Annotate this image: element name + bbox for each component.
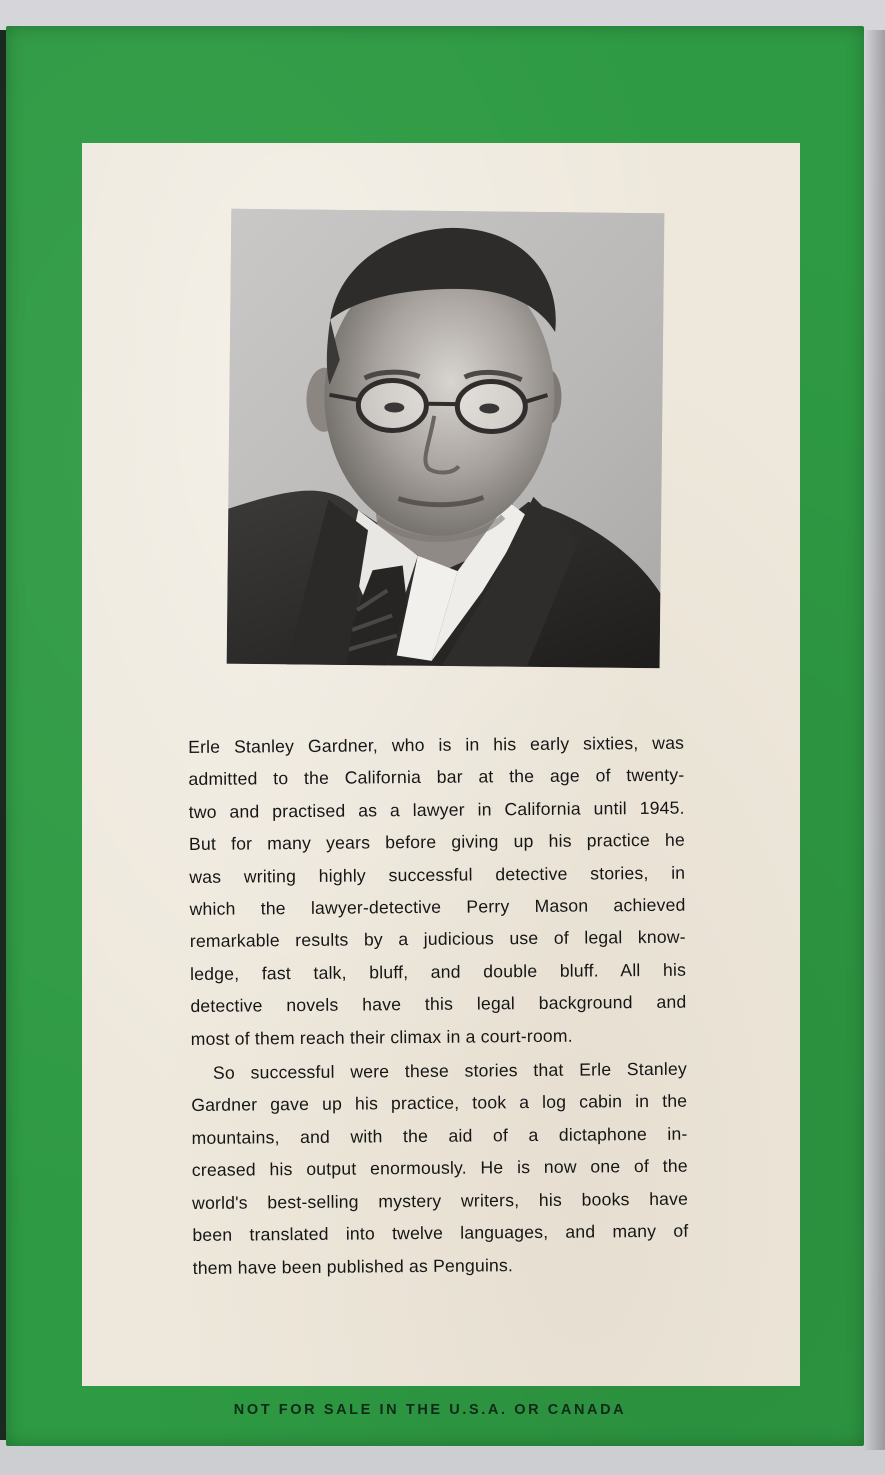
bio-line: But for many years before giving up his practice he [188,829,686,855]
bio-paragraph-2 [191,1053,689,1284]
bio-line: remarkable results by a judicious use of legal know- [189,927,686,952]
bio-line: ledge, fast talk, bluff, and double bluff. All his [190,959,687,984]
bio-line: which the lawyer-detective Perry Mason achieved [189,894,686,920]
bio-line: Erle Stanley Gardner, who is in his early sixties, was [188,732,685,757]
author-portrait-photo [227,209,665,669]
bio-line: So successful were these stories that Erle Stanley [212,1058,688,1083]
bio-line: mountains, and with the aid of a dictaphone in- [191,1123,688,1148]
bio-line: creased his output enormously. He is now one of the [191,1155,688,1181]
bio-line: detective novels have this legal background and [190,991,687,1017]
author-portrait-drawing [227,209,665,669]
author-biography [188,727,689,1284]
scan-shadow [863,30,885,1450]
bio-line: been translated into twelve languages, and many of [192,1220,689,1246]
bio-line: world's best-selling mystery writers, his books have [192,1188,689,1213]
bio-line: two and practised as a lawyer in California until 1945. [188,797,685,822]
sale-restriction-note: NOT FOR SALE IN THE U.S.A. OR CANADA [233,1402,627,1418]
bio-line: was writing highly successful detective stories, in [189,862,686,887]
bio-line: them have been published as Penguins. [192,1254,514,1278]
bio-line: admitted to the California bar at the age of twenty- [188,765,685,790]
bio-line: Gardner gave up his practice, took a log cabin in the [191,1091,688,1116]
cream-panel [82,143,800,1386]
bio-paragraph-1 [188,727,687,1055]
bio-line: most of them reach their climax in a court-room. [190,1025,573,1049]
back-cover [6,26,864,1446]
